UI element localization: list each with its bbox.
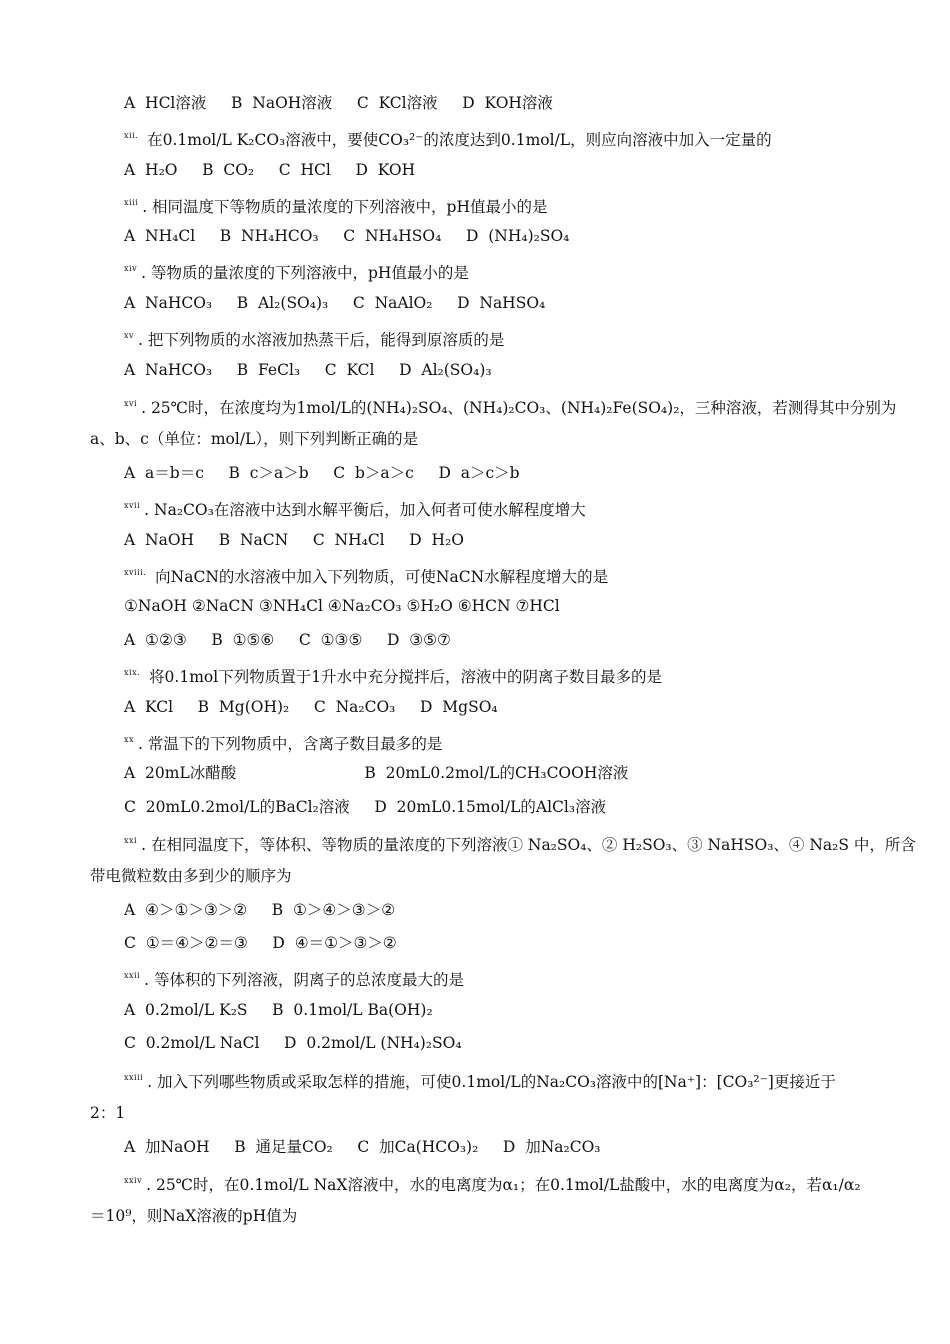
question-number: xxiii (124, 1073, 144, 1082)
options-line: C 20mL0.2mol/L的BaCl₂溶液 D 20mL0.15mol/L的AlCl₃溶液 (124, 798, 607, 816)
options-line: A HCl溶液 B NaOH溶液 C KCl溶液 D KOH溶液 (124, 94, 553, 112)
question-line: $^{xiii}$ . 相同温度下等物质的量浓度的下列溶液中，pH值最小的是 (124, 198, 548, 216)
question-line: $^{xix.}$ 将0.1mol下列物质置于1升水中充分搅拌后，溶液中的阴离子数目最多的是 (124, 668, 663, 686)
question-line: $^{xvi}$ . 25℃时，在浓度均为1mol/L的(NH₄)₂SO₄、(NH₄)₂CO₃、(NH₄)₂Fe(SO₄)₂，三种溶液，若测得其中分别为 (124, 399, 897, 417)
options-line: A 加NaOH B 通足量CO₂ C 加Ca(HCO₃)₂ D 加Na₂CO₃ (124, 1138, 601, 1156)
question-number: xiii (124, 198, 139, 207)
options-line: A H₂O B CO₂ C HCl D KOH (124, 161, 416, 179)
question-number: xviii. (124, 568, 147, 577)
options-line: A a＝b＝c B c＞a＞b C b＞a＞c D a＞c＞b (124, 464, 520, 482)
question-line-continued: ＝10⁹，则NaX溶液的pH值为 (90, 1207, 298, 1225)
options-line: C 0.2mol/L NaCl D 0.2mol/L (NH₄)₂SO₄ (124, 1034, 462, 1052)
options-line: A NaOH B NaCN C NH₄Cl D H₂O (124, 531, 464, 549)
question-number: xvii (124, 501, 141, 510)
options-line: A ④＞①＞③＞② B ①＞④＞③＞② (124, 901, 396, 919)
question-line: $^{xii.}$ 在0.1mol/L K₂CO₃溶液中，要使CO₃²⁻的浓度达到0.1mol/L，则应向溶液中加入一定量的 (124, 131, 772, 149)
question-number: xxi (124, 836, 138, 845)
question-line: $^{xv}$ . 把下列物质的水溶液加热蒸干后，能得到原溶质的是 (124, 331, 505, 349)
question-number: xvi (124, 399, 138, 408)
question-number: xix. (124, 668, 141, 677)
question-line: $^{xviii.}$ 向NaCN的水溶液中加入下列物质，可使NaCN水解程度增大的是 (124, 568, 609, 586)
options-line: A 20mL冰醋酸 B 20mL0.2mol/L的CH₃COOH溶液 (124, 764, 629, 782)
options-line: A ①②③ B ①⑤⑥ C ①③⑤ D ③⑤⑦ (124, 631, 451, 649)
question-number: xv (124, 331, 135, 340)
options-line: A KCl B Mg(OH)₂ C Na₂CO₃ D MgSO₄ (124, 698, 498, 716)
question-line: $^{xxii}$ . 等体积的下列溶液，阴离子的总浓度最大的是 (124, 971, 464, 989)
question-line-continued: 2：1 (90, 1104, 126, 1122)
options-line: A 0.2mol/L K₂S B 0.1mol/L Ba(OH)₂ (124, 1001, 433, 1019)
question-line: $^{xvii}$ . Na₂CO₃在溶液中达到水解平衡后，加入何者可使水解程度增大 (124, 501, 586, 519)
question-line: $^{xxiv}$ . 25℃时，在0.1mol/L NaX溶液中，水的电离度为α₁；在0.1mol/L盐酸中，水的电离度为α₂，若α₁/α₂ (124, 1176, 861, 1194)
question-number: xx (124, 735, 135, 744)
options-line: A NaHCO₃ B Al₂(SO₄)₃ C NaAlO₂ D NaHSO₄ (124, 294, 546, 312)
question-number: xxiv (124, 1176, 143, 1185)
question-line: $^{xxiii}$ . 加入下列哪些物质或采取怎样的措施，可使0.1mol/L的Na₂CO₃溶液中的[Na⁺]：[CO₃²⁻]更接近于 (124, 1073, 836, 1091)
question-line: $^{xx}$ . 常温下的下列物质中，含离子数目最多的是 (124, 735, 443, 753)
question-line: $^{xiv}$ . 等物质的量浓度的下列溶液中，pH值最小的是 (124, 264, 469, 282)
question-line-continued: 带电微粒数由多到少的顺序为 (90, 867, 292, 885)
options-line: C ①＝④＞②＝③ D ④＝①＞③＞② (124, 934, 397, 952)
options-line: A NaHCO₃ B FeCl₃ C KCl D Al₂(SO₄)₃ (124, 361, 492, 379)
question-line-continued: a、b、c（单位：mol/L），则下列判断正确的是 (90, 430, 419, 448)
question-number: xii. (124, 131, 139, 140)
options-line: A NH₄Cl B NH₄HCO₃ C NH₄HSO₄ D (NH₄)₂SO₄ (124, 227, 570, 245)
question-line: $^{xxi}$ . 在相同温度下，等体积、等物质的量浓度的下列溶液① Na₂SO₄、② H₂SO₃、③ NaHSO₃、④ Na₂S 中，所含 (124, 836, 916, 854)
question-number: xiv (124, 264, 138, 273)
question-number: xxii (124, 971, 141, 980)
substance-list: ①NaOH ②NaCN ③NH₄Cl ④Na₂CO₃ ⑤H₂O ⑥HCN ⑦HCl (124, 597, 560, 615)
